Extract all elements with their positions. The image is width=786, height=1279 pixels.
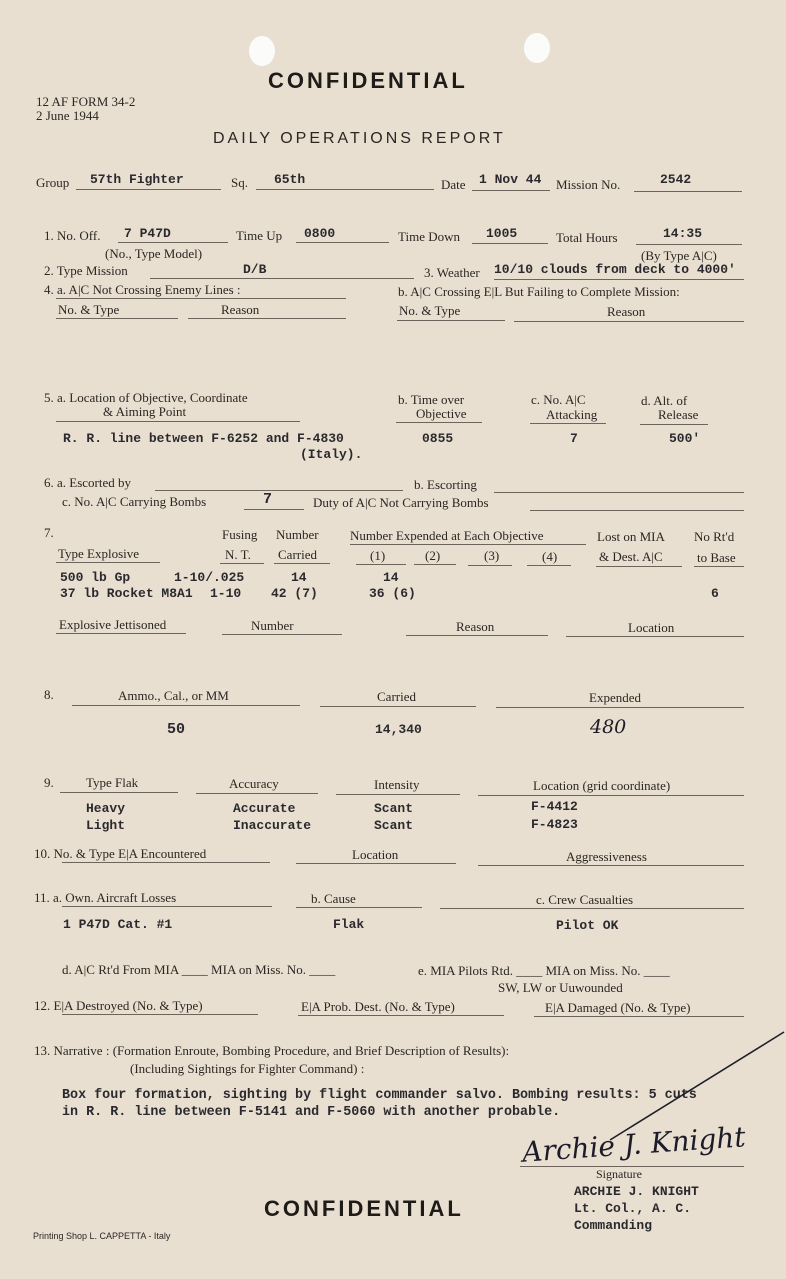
sq-label: Sq. (231, 175, 248, 190)
item4a-label: 4. a. A|C Not Crossing Enemy Lines : (44, 282, 241, 297)
objective-location-line1: R. R. line between F-6252 and F-4830 (63, 431, 344, 446)
explosive-row-obj1: 36 (6) (369, 586, 416, 601)
item9-number: 9. (44, 775, 54, 790)
item7-h-obj1: (1) (370, 548, 386, 563)
item11a-label: 11. a. Own. Aircraft Losses (34, 890, 177, 905)
item4b-col-reason: Reason (607, 304, 646, 319)
item12-destroyed-label: 12. E|A Destroyed (No. & Type) (34, 998, 203, 1013)
item11e-label: e. MIA Pilots Rtd. ____ MIA on Miss. No. ____ (418, 963, 670, 978)
explosive-row-nortd: 6 (711, 586, 719, 601)
narrative-line1: Box four formation, sighting by flight commander salvo. Bombing results: 5 cuts (62, 1088, 697, 1103)
explosive-row-carried: 42 (7) (271, 586, 318, 601)
item7-h-fusing: Fusing (222, 527, 258, 542)
flak-row-intensity: Scant (374, 801, 414, 816)
explosive-row-fusing: 1-10 (210, 586, 242, 601)
item7-h-nortd: No Rt'd (694, 529, 735, 544)
item4b-label: b. A|C Crossing E|L But Failing to Complete Mission: (398, 284, 680, 299)
time-up-label: Time Up (236, 228, 283, 243)
report-title: DAILY OPERATIONS REPORT (213, 130, 506, 147)
item5b-label-2: Objective (416, 406, 467, 421)
item2-label: 2. Type Mission (44, 263, 128, 278)
date-label: Date (441, 177, 466, 192)
item7-h-obj4: (4) (542, 549, 558, 564)
flak-intensity-label: Intensity (374, 777, 420, 792)
ammo-value: 50 (167, 721, 186, 738)
explosive-row-type: 37 lb Rocket M8A1 (60, 586, 193, 601)
aircraft-attacking: 7 (570, 431, 578, 446)
item11e-sub: SW, LW or Uuwounded (498, 980, 623, 995)
jettisoned-label: Explosive Jettisoned (59, 617, 167, 632)
item7-h-obj3: (3) (484, 548, 500, 563)
objective-location-line2: (Italy). (300, 447, 363, 462)
item5c-label-2: Attacking (546, 407, 598, 422)
total-hours-label: Total Hours (556, 230, 618, 245)
confidential-footer: CONFIDENTIAL (264, 1196, 464, 1221)
item11b-label: b. Cause (311, 891, 356, 906)
item4a-col-no-type: No. & Type (58, 302, 120, 317)
mission-value: 2542 (660, 172, 692, 187)
item1-label: 1. No. Off. (44, 228, 101, 243)
item5d-label-1: d. Alt. of (641, 393, 688, 408)
crew-casualty-value: Pilot OK (556, 918, 619, 933)
item7-h-number: Number (276, 527, 319, 542)
handwritten-signature: Archie J. Knight (521, 1120, 747, 1169)
flak-row-accuracy: Accurate (233, 801, 296, 816)
aggressiveness-label: Aggressiveness (566, 849, 647, 864)
item6c-label: c. No. A|C Carrying Bombs (62, 494, 207, 509)
signature-label: Signature (596, 1167, 642, 1181)
explosive-row-obj1: 14 (383, 570, 399, 585)
item7-h-expended: Number Expended at Each Objective (350, 528, 544, 543)
time-down-label: Time Down (398, 229, 461, 244)
confidential-header: CONFIDENTIAL (268, 68, 468, 93)
item12-damaged-label: E|A Damaged (No. & Type) (545, 1000, 691, 1015)
item8-number: 8. (44, 687, 54, 702)
item6c-value: 7 (263, 491, 273, 508)
jettisoned-reason-label: Reason (456, 619, 495, 634)
item5a-label-2: & Aiming Point (103, 404, 187, 419)
flak-row-location: F-4412 (531, 799, 578, 814)
total-hours-value: 14:35 (663, 226, 703, 241)
item6b-label: b. Escorting (414, 477, 477, 492)
time-up-value: 0800 (304, 226, 336, 241)
jettisoned-number-label: Number (251, 618, 294, 633)
item2-value: D/B (243, 262, 267, 277)
time-over-objective: 0855 (422, 431, 454, 446)
item11c-label: c. Crew Casualties (536, 892, 634, 907)
item7-h-nt: N. T. (225, 547, 251, 562)
sq-value: 65th (274, 172, 306, 187)
explosive-row-type: 500 lb Gp (60, 570, 131, 585)
ammo-expended-value: 480 (590, 716, 627, 738)
flak-row-intensity: Scant (374, 818, 414, 833)
item6a-label: 6. a. Escorted by (44, 475, 132, 490)
jettisoned-location-label: Location (628, 620, 675, 635)
explosive-row-fusing: 1-10/.025 (174, 570, 245, 585)
item10-label: 10. No. & Type E|A Encountered (34, 846, 207, 861)
carried-label: Carried (377, 689, 416, 704)
item7-h-type: Type Explosive (58, 546, 140, 561)
loss-cause-value: Flak (333, 917, 365, 932)
aircraft-loss-value: 1 P47D Cat. #1 (63, 917, 173, 932)
flak-row-accuracy: Inaccurate (233, 818, 312, 833)
item5a-label-1: 5. a. Location of Objective, Coordinate (44, 390, 248, 405)
enemy-location-label: Location (352, 847, 399, 862)
form-date: 2 June 1944 (36, 108, 99, 123)
item13-label: 13. Narrative : (Formation Enroute, Bombing Procedure, and Brief Description of Results): (34, 1043, 510, 1058)
by-type-note: (By Type A|C) (641, 248, 717, 263)
flak-accuracy-label: Accuracy (229, 776, 279, 791)
item5c-label-1: c. No. A|C (531, 392, 586, 407)
signer-role: Commanding (574, 1218, 653, 1233)
item6-duty-label: Duty of A|C Not Carrying Bombs (313, 495, 489, 510)
time-down-value: 1005 (486, 226, 518, 241)
item7-h-dest: & Dest. A|C (599, 549, 663, 564)
item7-h-carried: Carried (278, 547, 317, 562)
item5d-label-2: Release (658, 407, 699, 422)
item4a-col-reason: Reason (221, 302, 260, 317)
flak-row-location: F-4823 (531, 817, 578, 832)
item7-number: 7. (44, 525, 54, 540)
flak-row-type: Heavy (86, 801, 126, 816)
item7-h-lost: Lost on MIA (597, 529, 665, 544)
item1-sub: (No., Type Model) (105, 246, 203, 261)
narrative-line2: in R. R. line between F-5141 and F-5060 with another probable. (62, 1105, 561, 1120)
mission-label: Mission No. (556, 177, 621, 192)
item7-h-tobase: to Base (697, 550, 736, 565)
ammo-carried-value: 14,340 (375, 722, 422, 737)
item1-value: 7 P47D (124, 226, 171, 241)
group-value: 57th Fighter (90, 172, 184, 187)
form-number: 12 AF FORM 34-2 (36, 94, 136, 109)
release-altitude: 500' (669, 431, 701, 446)
date-value: 1 Nov 44 (479, 172, 542, 187)
explosive-row-carried: 14 (291, 570, 307, 585)
item3-value: 10/10 clouds from deck to 4000' (494, 262, 736, 277)
item4b-col-no-type: No. & Type (399, 303, 461, 318)
item7-h-obj2: (2) (425, 548, 441, 563)
signer-rank: Lt. Col., A. C. (574, 1201, 692, 1216)
item11d-label: d. A|C Rt'd From MIA ____ MIA on Miss. No. ____ (62, 962, 336, 977)
flak-type-label: Type Flak (86, 775, 139, 790)
signer-name: ARCHIE J. KNIGHT (574, 1184, 699, 1199)
expended-label: Expended (589, 690, 641, 705)
flak-location-label: Location (grid coordinate) (533, 778, 671, 793)
group-label: Group (36, 175, 70, 190)
item5b-label-1: b. Time over (398, 392, 465, 407)
item3-label: 3. Weather (424, 265, 480, 280)
printer-imprint: Printing Shop L. CAPPETTA - Italy (33, 1231, 171, 1241)
ammo-label: Ammo., Cal., or MM (118, 688, 229, 703)
item12-prob-label: E|A Prob. Dest. (No. & Type) (301, 999, 455, 1014)
item13-sub-label: (Including Sightings for Fighter Command) : (130, 1061, 365, 1076)
flak-row-type: Light (86, 818, 126, 833)
